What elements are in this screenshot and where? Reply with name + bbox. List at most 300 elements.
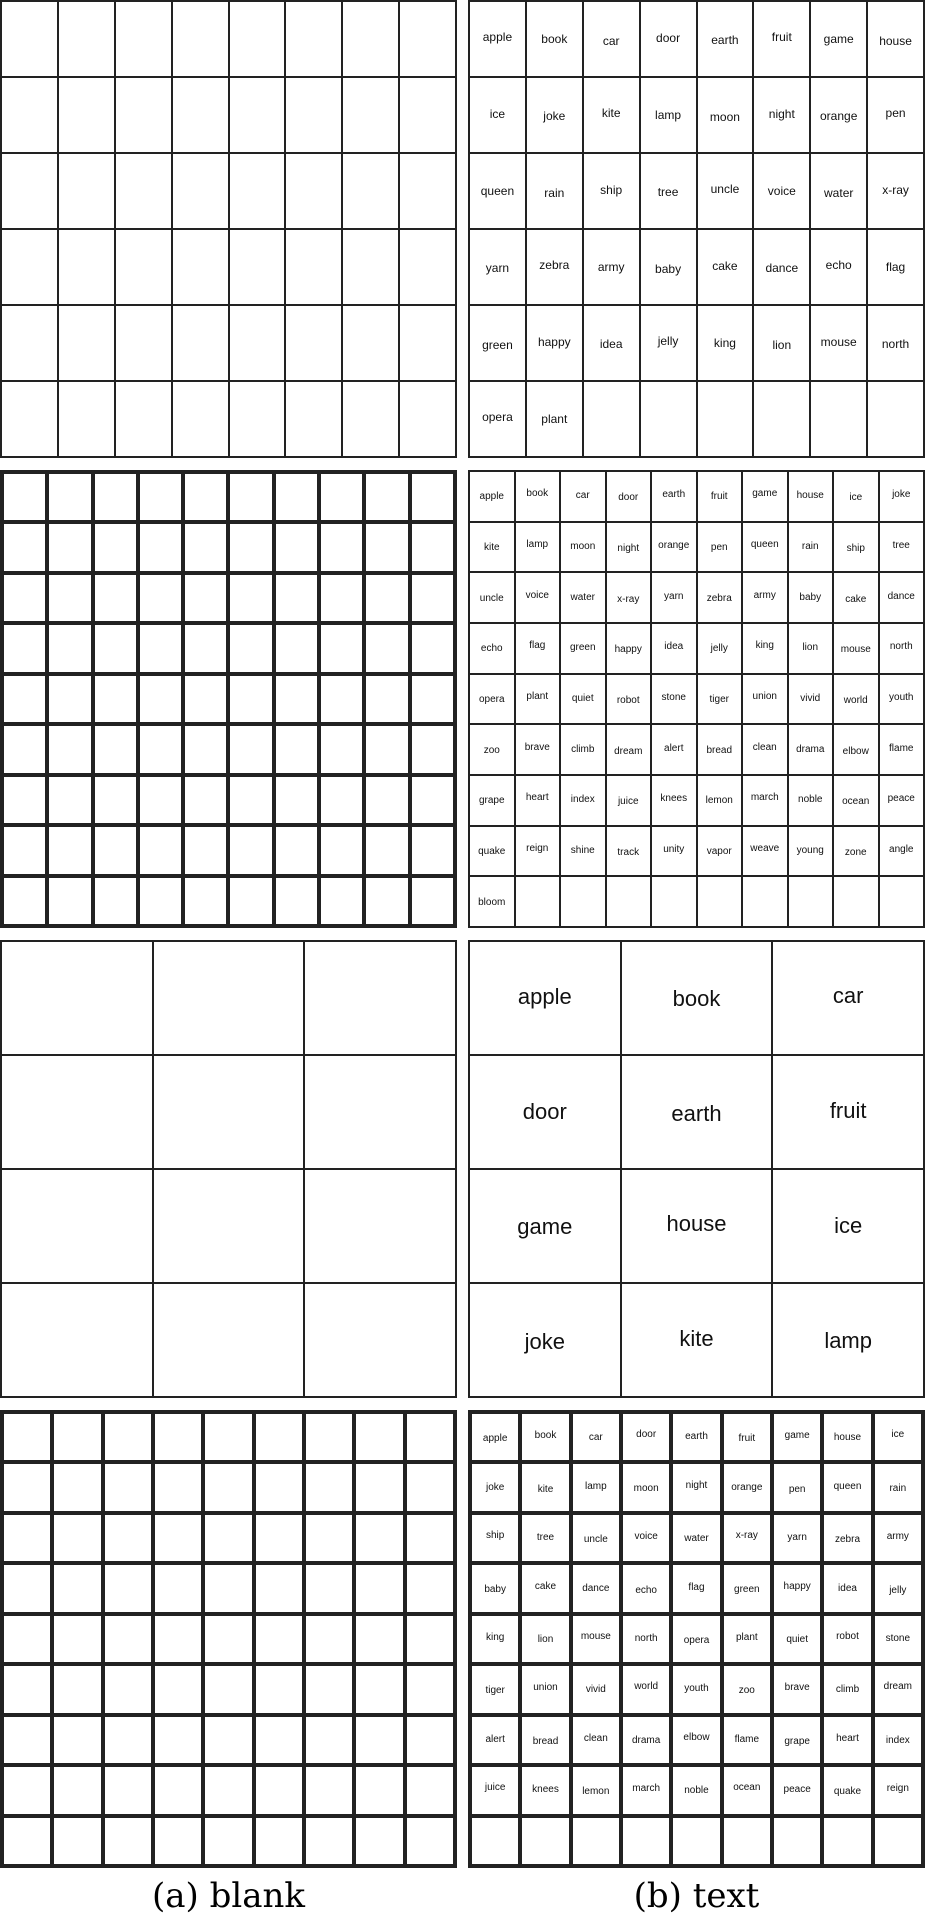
word-cell: uncle bbox=[573, 1515, 619, 1561]
word-cell: pen bbox=[698, 523, 742, 572]
grid-cell bbox=[407, 1414, 453, 1460]
word-cell: car bbox=[773, 942, 923, 1054]
grid-cell bbox=[256, 1818, 302, 1864]
word-cell: shine bbox=[561, 827, 605, 876]
word-cell: youth bbox=[880, 675, 924, 724]
word-cell: mouse bbox=[573, 1616, 619, 1662]
grid-cell bbox=[154, 1284, 304, 1396]
word-cell: zebra bbox=[824, 1515, 870, 1561]
word-cell: apple bbox=[470, 472, 514, 521]
grid-cell bbox=[256, 1565, 302, 1611]
word-cell: world bbox=[834, 675, 878, 724]
grid-cell bbox=[724, 1818, 770, 1864]
word-cell: car bbox=[573, 1414, 619, 1460]
word-cell: voice bbox=[754, 154, 809, 228]
grid-cell bbox=[205, 1666, 251, 1712]
grid-cell bbox=[95, 777, 136, 823]
word-cell: stone bbox=[875, 1616, 921, 1662]
text-grid-panel bbox=[468, 940, 925, 1398]
grid-cell bbox=[230, 676, 271, 722]
word-cell: lamp bbox=[641, 78, 696, 152]
grid-cell bbox=[105, 1565, 151, 1611]
grid-cell bbox=[343, 78, 398, 152]
grid-cell bbox=[105, 1515, 151, 1561]
grid-cell bbox=[412, 676, 453, 722]
grid-cell bbox=[407, 1717, 453, 1763]
word-cell: track bbox=[607, 827, 651, 876]
word-cell: brave bbox=[516, 725, 560, 774]
grid-cell bbox=[116, 154, 171, 228]
word-cell: night bbox=[607, 523, 651, 572]
grid-cell bbox=[2, 306, 57, 380]
grid-cell bbox=[412, 575, 453, 621]
blank-grid-panel bbox=[0, 470, 457, 928]
grid-cell bbox=[754, 382, 809, 456]
word-cell: flag bbox=[516, 624, 560, 673]
grid-cell bbox=[205, 1464, 251, 1510]
grid-cell bbox=[230, 878, 271, 924]
word-cell: grape bbox=[470, 776, 514, 825]
grid-cell bbox=[623, 1818, 669, 1864]
word-cell: apple bbox=[470, 942, 620, 1054]
word-cell: queen bbox=[824, 1464, 870, 1510]
word-cell: king bbox=[698, 306, 753, 380]
grid-cell bbox=[343, 382, 398, 456]
grid-cell bbox=[155, 1818, 201, 1864]
grid-cell bbox=[321, 777, 362, 823]
grid-cell bbox=[230, 625, 271, 671]
word-cell: lamp bbox=[516, 523, 560, 572]
word-cell: pen bbox=[774, 1464, 820, 1510]
grid-cell bbox=[49, 676, 90, 722]
grid-cell bbox=[321, 625, 362, 671]
grid-cell bbox=[366, 777, 407, 823]
grid-cell bbox=[356, 1717, 402, 1763]
word-cell: uncle bbox=[698, 154, 753, 228]
grid-cell bbox=[105, 1464, 151, 1510]
grid-cell bbox=[185, 575, 226, 621]
grid-cell bbox=[356, 1818, 402, 1864]
grid-cell bbox=[116, 78, 171, 152]
grid-cell bbox=[306, 1515, 352, 1561]
grid-cell bbox=[824, 1818, 870, 1864]
grid-cell bbox=[561, 877, 605, 926]
grid-cell bbox=[652, 877, 696, 926]
grid-cell bbox=[205, 1717, 251, 1763]
grid-cell bbox=[407, 1616, 453, 1662]
grid-cell bbox=[95, 575, 136, 621]
word-cell: noble bbox=[789, 776, 833, 825]
grid-cell bbox=[105, 1818, 151, 1864]
grid-cell bbox=[154, 1056, 304, 1168]
word-cell: climb bbox=[824, 1666, 870, 1712]
grid-cell bbox=[49, 474, 90, 520]
grid-cell bbox=[230, 230, 285, 304]
word-cell: lemon bbox=[573, 1767, 619, 1813]
word-cell: game bbox=[774, 1414, 820, 1460]
word-cell: book bbox=[516, 472, 560, 521]
word-cell: cake bbox=[834, 573, 878, 622]
grid-cell bbox=[4, 1818, 50, 1864]
grid-cell bbox=[185, 777, 226, 823]
grid-cell bbox=[256, 1717, 302, 1763]
word-cell: cake bbox=[522, 1565, 568, 1611]
word-cell: joke bbox=[470, 1284, 620, 1396]
word-cell: quiet bbox=[561, 675, 605, 724]
word-cell: lion bbox=[789, 624, 833, 673]
grid-cell bbox=[155, 1717, 201, 1763]
word-cell: joke bbox=[527, 78, 582, 152]
word-cell: noble bbox=[673, 1767, 719, 1813]
grid-cell bbox=[516, 877, 560, 926]
word-cell: water bbox=[561, 573, 605, 622]
grid-cell bbox=[140, 827, 181, 873]
grid-cell bbox=[205, 1818, 251, 1864]
grid-cell bbox=[306, 1717, 352, 1763]
grid-cell bbox=[400, 154, 455, 228]
word-cell: car bbox=[561, 472, 605, 521]
grid-cell bbox=[343, 230, 398, 304]
grid-cell bbox=[54, 1767, 100, 1813]
grid-cell bbox=[412, 777, 453, 823]
word-cell: unity bbox=[652, 827, 696, 876]
word-cell: idea bbox=[584, 306, 639, 380]
grid-cell bbox=[407, 1818, 453, 1864]
grid-cell bbox=[256, 1616, 302, 1662]
grid-cell bbox=[400, 306, 455, 380]
word-cell: book bbox=[522, 1414, 568, 1460]
grid-cell bbox=[4, 625, 45, 671]
grid-cell bbox=[4, 827, 45, 873]
grid-cell bbox=[54, 1565, 100, 1611]
word-cell: fruit bbox=[773, 1056, 923, 1168]
grid-cell bbox=[412, 726, 453, 772]
grid-cell bbox=[356, 1464, 402, 1510]
word-cell: ship bbox=[834, 523, 878, 572]
grid-cell bbox=[140, 726, 181, 772]
word-cell: house bbox=[789, 472, 833, 521]
word-cell: quake bbox=[824, 1767, 870, 1813]
word-cell: cake bbox=[698, 230, 753, 304]
word-cell: opera bbox=[470, 382, 525, 456]
grid-cell bbox=[155, 1767, 201, 1813]
grid-cell bbox=[343, 306, 398, 380]
word-cell: flag bbox=[673, 1565, 719, 1611]
word-cell: ice bbox=[470, 78, 525, 152]
grid-cell bbox=[230, 154, 285, 228]
word-cell: water bbox=[673, 1515, 719, 1561]
word-cell: apple bbox=[470, 2, 525, 76]
word-cell: jelly bbox=[875, 1565, 921, 1611]
grid-cell bbox=[673, 1818, 719, 1864]
grid-cell bbox=[305, 1284, 455, 1396]
grid-cell bbox=[811, 382, 866, 456]
word-cell: zone bbox=[834, 827, 878, 876]
word-cell: north bbox=[623, 1616, 669, 1662]
word-cell: idea bbox=[824, 1565, 870, 1611]
word-cell: north bbox=[868, 306, 923, 380]
grid-cell bbox=[155, 1565, 201, 1611]
word-cell: flag bbox=[868, 230, 923, 304]
word-cell: army bbox=[875, 1515, 921, 1561]
caption-text: (b) text bbox=[633, 1876, 760, 1916]
grid-cell bbox=[356, 1515, 402, 1561]
grid-cell bbox=[185, 726, 226, 772]
grid-cell bbox=[59, 154, 114, 228]
grid-cell bbox=[4, 1616, 50, 1662]
grid-cell bbox=[59, 306, 114, 380]
grid-cell bbox=[155, 1414, 201, 1460]
grid-cell bbox=[95, 524, 136, 570]
word-cell: baby bbox=[789, 573, 833, 622]
grid-cell bbox=[4, 1515, 50, 1561]
grid-cell bbox=[205, 1414, 251, 1460]
word-cell: alert bbox=[472, 1717, 518, 1763]
word-cell: ice bbox=[834, 472, 878, 521]
grid-cell bbox=[412, 878, 453, 924]
word-cell: plant bbox=[527, 382, 582, 456]
grid-cell bbox=[2, 154, 57, 228]
grid-cell bbox=[105, 1767, 151, 1813]
grid-cell bbox=[356, 1565, 402, 1611]
word-cell: young bbox=[789, 827, 833, 876]
word-cell: house bbox=[622, 1170, 772, 1282]
word-cell: vivid bbox=[789, 675, 833, 724]
word-cell: bloom bbox=[470, 877, 514, 926]
grid-cell bbox=[140, 878, 181, 924]
grid-cell bbox=[4, 524, 45, 570]
grid-cell bbox=[286, 2, 341, 76]
grid-cell bbox=[59, 230, 114, 304]
grid-cell bbox=[305, 1056, 455, 1168]
grid-cell bbox=[366, 575, 407, 621]
grid-cell bbox=[2, 1056, 152, 1168]
grid-cell bbox=[366, 474, 407, 520]
text-grid-panel bbox=[468, 0, 925, 458]
grid-cell bbox=[573, 1818, 619, 1864]
grid-cell bbox=[4, 1565, 50, 1611]
word-cell: tree bbox=[880, 523, 924, 572]
word-cell: voice bbox=[623, 1515, 669, 1561]
grid-cell bbox=[54, 1818, 100, 1864]
word-cell: weave bbox=[743, 827, 787, 876]
word-cell: king bbox=[743, 624, 787, 673]
word-cell: jelly bbox=[698, 624, 742, 673]
word-cell: army bbox=[743, 573, 787, 622]
word-cell: door bbox=[623, 1414, 669, 1460]
grid-cell bbox=[105, 1717, 151, 1763]
word-cell: mouse bbox=[834, 624, 878, 673]
word-cell: grape bbox=[774, 1717, 820, 1763]
word-cell: flame bbox=[880, 725, 924, 774]
grid-cell bbox=[868, 382, 923, 456]
word-cell: zebra bbox=[698, 573, 742, 622]
grid-cell bbox=[205, 1616, 251, 1662]
word-cell: green bbox=[724, 1565, 770, 1611]
word-cell: orange bbox=[652, 523, 696, 572]
grid-cell bbox=[173, 382, 228, 456]
word-cell: echo bbox=[811, 230, 866, 304]
grid-cell bbox=[173, 154, 228, 228]
grid-cell bbox=[185, 474, 226, 520]
grid-cell bbox=[140, 777, 181, 823]
grid-cell bbox=[185, 676, 226, 722]
word-cell: moon bbox=[561, 523, 605, 572]
word-cell: game bbox=[470, 1170, 620, 1282]
word-cell: clean bbox=[743, 725, 787, 774]
grid-cell bbox=[2, 78, 57, 152]
word-cell: ocean bbox=[724, 1767, 770, 1813]
grid-cell bbox=[2, 382, 57, 456]
word-cell: moon bbox=[623, 1464, 669, 1510]
grid-cell bbox=[154, 942, 304, 1054]
word-cell: peace bbox=[774, 1767, 820, 1813]
grid-cell bbox=[743, 877, 787, 926]
word-cell: lamp bbox=[773, 1284, 923, 1396]
grid-cell bbox=[116, 382, 171, 456]
grid-cell bbox=[205, 1565, 251, 1611]
grid-cell bbox=[321, 575, 362, 621]
grid-cell bbox=[140, 676, 181, 722]
word-cell: stone bbox=[652, 675, 696, 724]
grid-cell bbox=[306, 1666, 352, 1712]
grid-cell bbox=[105, 1616, 151, 1662]
word-cell: tiger bbox=[698, 675, 742, 724]
grid-cell bbox=[49, 625, 90, 671]
grid-cell bbox=[140, 474, 181, 520]
grid-cell bbox=[185, 878, 226, 924]
grid-cell bbox=[306, 1414, 352, 1460]
grid-cell bbox=[321, 524, 362, 570]
word-cell: queen bbox=[743, 523, 787, 572]
grid-cell bbox=[343, 2, 398, 76]
grid-cell bbox=[400, 230, 455, 304]
word-cell: lion bbox=[522, 1616, 568, 1662]
grid-cell bbox=[4, 575, 45, 621]
grid-cell bbox=[834, 877, 878, 926]
grid-cell bbox=[256, 1767, 302, 1813]
word-cell: uncle bbox=[470, 573, 514, 622]
grid-cell bbox=[95, 474, 136, 520]
grid-cell bbox=[4, 726, 45, 772]
grid-cell bbox=[305, 942, 455, 1054]
grid-cell bbox=[105, 1666, 151, 1712]
grid-cell bbox=[230, 726, 271, 772]
word-cell: baby bbox=[472, 1565, 518, 1611]
word-cell: vapor bbox=[698, 827, 742, 876]
grid-cell bbox=[407, 1767, 453, 1813]
word-cell: zoo bbox=[470, 725, 514, 774]
grid-cell bbox=[49, 827, 90, 873]
word-cell: elbow bbox=[673, 1717, 719, 1763]
word-cell: juice bbox=[472, 1767, 518, 1813]
grid-cell bbox=[306, 1818, 352, 1864]
grid-cell bbox=[412, 827, 453, 873]
word-cell: climb bbox=[561, 725, 605, 774]
grid-cell bbox=[155, 1666, 201, 1712]
grid-cell bbox=[230, 575, 271, 621]
word-cell: joke bbox=[472, 1464, 518, 1510]
grid-cell bbox=[230, 382, 285, 456]
grid-cell bbox=[95, 726, 136, 772]
word-cell: bread bbox=[522, 1717, 568, 1763]
word-cell: dance bbox=[573, 1565, 619, 1611]
grid-cell bbox=[584, 382, 639, 456]
grid-cell bbox=[49, 575, 90, 621]
word-cell: tree bbox=[641, 154, 696, 228]
word-cell: x-ray bbox=[724, 1515, 770, 1561]
word-cell: dance bbox=[754, 230, 809, 304]
grid-cell bbox=[4, 474, 45, 520]
word-cell: quake bbox=[470, 827, 514, 876]
word-cell: elbow bbox=[834, 725, 878, 774]
word-cell: heart bbox=[824, 1717, 870, 1763]
word-cell: ship bbox=[472, 1515, 518, 1561]
grid-cell bbox=[230, 827, 271, 873]
word-cell: vivid bbox=[573, 1666, 619, 1712]
word-cell: mouse bbox=[811, 306, 866, 380]
word-cell: dance bbox=[880, 573, 924, 622]
word-cell: dream bbox=[607, 725, 651, 774]
word-cell: ice bbox=[773, 1170, 923, 1282]
word-cell: yarn bbox=[470, 230, 525, 304]
word-cell: fruit bbox=[754, 2, 809, 76]
grid-cell bbox=[698, 382, 753, 456]
blank-grid-panel bbox=[0, 940, 457, 1398]
word-cell: reign bbox=[875, 1767, 921, 1813]
word-cell: queen bbox=[470, 154, 525, 228]
word-cell: kite bbox=[622, 1284, 772, 1396]
word-cell: moon bbox=[698, 78, 753, 152]
word-cell: juice bbox=[607, 776, 651, 825]
grid-cell bbox=[286, 306, 341, 380]
grid-cell bbox=[173, 230, 228, 304]
grid-cell bbox=[230, 306, 285, 380]
grid-cell bbox=[230, 474, 271, 520]
grid-cell bbox=[4, 1717, 50, 1763]
grid-cell bbox=[95, 827, 136, 873]
grid-cell bbox=[54, 1717, 100, 1763]
grid-cell bbox=[412, 524, 453, 570]
grid-cell bbox=[276, 827, 317, 873]
caption-blank: (a) blank bbox=[151, 1876, 306, 1916]
grid-cell bbox=[2, 1284, 152, 1396]
grid-cell bbox=[95, 625, 136, 671]
word-cell: opera bbox=[470, 675, 514, 724]
grid-cell bbox=[366, 878, 407, 924]
grid-cell bbox=[276, 878, 317, 924]
grid-cell bbox=[286, 78, 341, 152]
word-cell: book bbox=[527, 2, 582, 76]
grid-cell bbox=[54, 1414, 100, 1460]
word-cell: zoo bbox=[724, 1666, 770, 1712]
blank-grid-panel bbox=[0, 0, 457, 458]
grid-cell bbox=[880, 877, 924, 926]
word-cell: happy bbox=[607, 624, 651, 673]
grid-cell bbox=[366, 625, 407, 671]
grid-cell bbox=[356, 1616, 402, 1662]
word-cell: angle bbox=[880, 827, 924, 876]
word-cell: game bbox=[811, 2, 866, 76]
word-cell: index bbox=[875, 1717, 921, 1763]
word-cell: joke bbox=[880, 472, 924, 521]
grid-cell bbox=[256, 1464, 302, 1510]
word-cell: zebra bbox=[527, 230, 582, 304]
word-cell: union bbox=[743, 675, 787, 724]
word-cell: lamp bbox=[573, 1464, 619, 1510]
grid-cell bbox=[412, 625, 453, 671]
grid-cell bbox=[343, 154, 398, 228]
